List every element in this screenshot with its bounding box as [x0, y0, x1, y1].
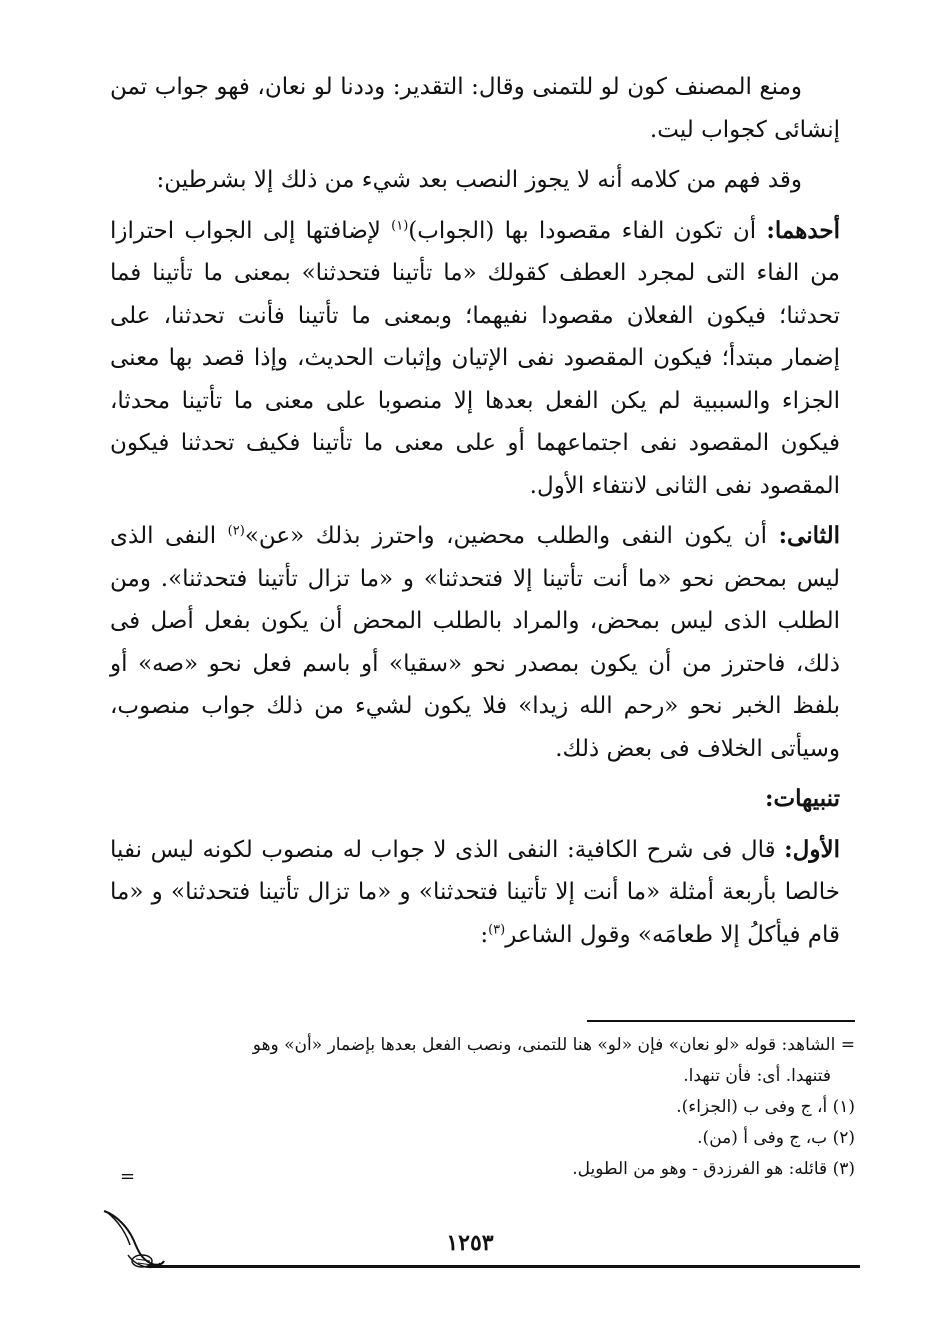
bottom-rule [148, 1265, 860, 1268]
footnote-ref-2: (٢) [227, 523, 245, 539]
condition-1-text-a: أن تكون الفاء مقصودا بها (الجواب) [408, 217, 767, 244]
footnote-3: (٣) قائله: هو الفرزدق - وهو من الطويل. [572, 1159, 855, 1179]
footnote-2: (٢) ب، ج وفى أ (من). [697, 1128, 855, 1148]
quill-icon [98, 1205, 168, 1275]
condition-1-lead: أحدهما: [766, 216, 841, 244]
condition-2-text-a: أن يكون النفى والطلب محضين، واحترز بذلك «عن» [244, 523, 779, 549]
condition-2-text-b: النفى الذى ليس بمحض نحو «ما أنت تأتينا إلا فتحدثنا» و «ما تزال تأتينا فتحدثنا». ومن الطلب الذى ليس بمحض، والمراد بالطلب المحض أن يكون بفعل أصل فى ذلك، فاحترز من أن يكون بمصدر نحو «سقيا» أو باسم فعل نحو «صه» أو بلفظ الخبر نحو «رحم الله زيدا» فلا يكون لشيء من ذلك جواب منصوب، وسيأتى الخلاف فى بعض ذلك. [110, 523, 840, 762]
paragraph-1: ومنع المصنف كون لو للتمنى وقال: التقدير: وددنا لو نعان، فهو جواب تمن إنشائى كجواب ليت. [110, 74, 840, 143]
footnote-continuation-mark: = [120, 1166, 136, 1187]
condition-1-text-b: لإضافتها إلى الجواب احترازا من الفاء التى لمجرد العطف كقولك «ما تأتينا فتحدثنا» بمعنى ما تأتينا فما تحدثنا؛ فيكون الفعلان مقصودا نفيهما؛ وبمعنى ما تأتينا فأنت تحدثنا، على إضمار مبتدأ؛ فيكون المقصود نفى الإتيان وإثبات الحديث، وإذا قصد بها معنى الجزاء والسببية لم يكن الفعل بعدها إلا منصوبا على معنى ما تأتينا محدثا، فيكون المقصود نفى اجتماعهما أو على معنى ما تأتينا فكيف تحدثنا فيكون المقصود نفى الثانى لانتفاء الأول. [110, 217, 840, 499]
section-heading: تنبيهات: [765, 785, 840, 812]
main-text [110, 66, 840, 964]
footnote-1: (١) أ، ج وفى ب (الجزاء). [676, 1097, 855, 1117]
note-1-lead: الأول: [784, 835, 840, 863]
condition-2-lead: الثانى: [778, 522, 840, 549]
footnote-continuation-1: = الشاهد: قوله «لو نعان» فإن «لو» هنا للتمنى، ونصب الفعل بعدها بإضمار «أن» وهو [252, 1035, 855, 1055]
note-1-text-b: : [480, 921, 489, 948]
paragraph-2: وقد فهم من كلامه أنه لا يجوز النصب بعد شيء من ذلك إلا بشرطين: [156, 167, 802, 193]
footnote-ref-1: (١) [391, 217, 409, 233]
footnote-ref-3: (٣) [488, 921, 506, 937]
note-1 [110, 829, 840, 957]
condition-2 [110, 515, 840, 770]
footnotes [110, 1030, 855, 1185]
condition-1 [110, 210, 840, 508]
note-1-text-a: قال فى شرح الكافية: النفى الذى لا جواب له منصوب لكونه ليس نفيا خالصا بأربعة أمثلة «ما أنت إلا تأتينا فتحدثنا» و «ما تزال تأتينا فتحدثنا» و «ما قام فيأكلُ إلا طعامَه» وقول الشاعر [110, 836, 840, 948]
footnote-continuation-2: فتنهدا. أى: فأن تنهدا. [683, 1066, 831, 1086]
footnote-separator [587, 1020, 855, 1022]
page-number: ١٢٥٣ [446, 1230, 494, 1256]
